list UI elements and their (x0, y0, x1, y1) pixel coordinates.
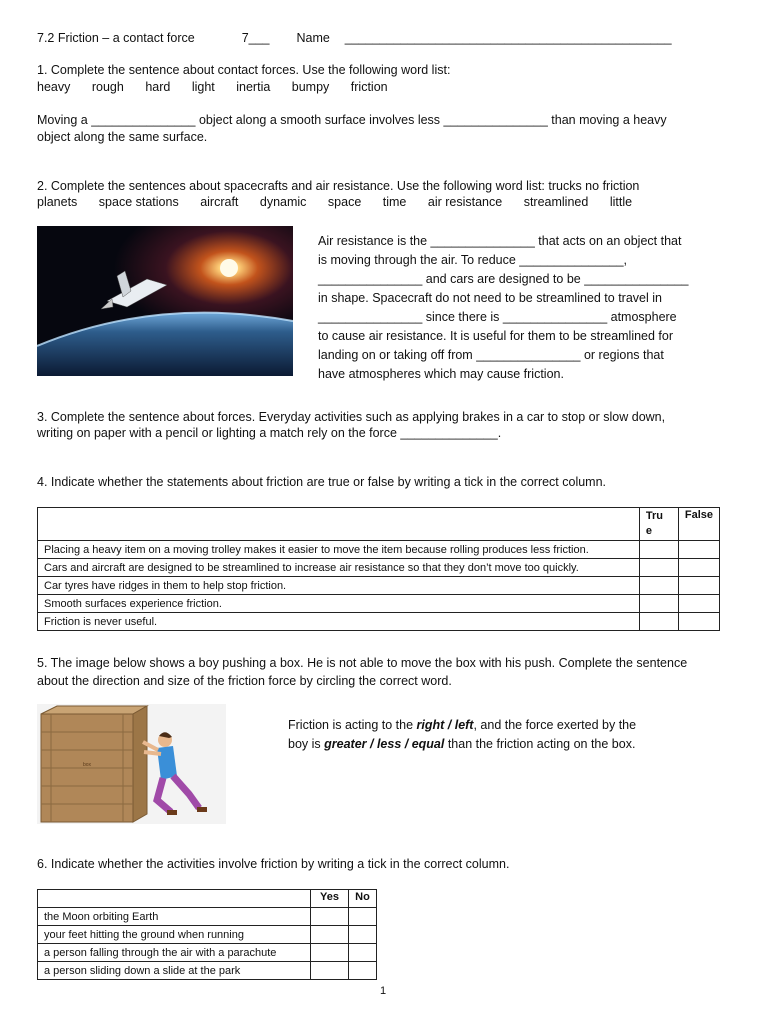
q5-text: , and the force exerted by the (473, 718, 637, 732)
word: dynamic (259, 195, 307, 209)
table-row (38, 577, 720, 595)
table-row (38, 595, 720, 613)
true-cell[interactable] (639, 595, 678, 613)
table-row (38, 962, 377, 980)
q1-word-list (37, 80, 406, 94)
false-cell[interactable] (678, 559, 719, 577)
false-cell[interactable] (678, 577, 719, 595)
word: little (609, 195, 633, 209)
statement-header (38, 508, 640, 541)
q5-sentence (288, 716, 636, 754)
table-row (38, 926, 377, 944)
name-field[interactable]: _______________________________________________ (344, 31, 672, 45)
q5-text: than the friction acting on the box. (444, 737, 636, 751)
word: streamlined (523, 195, 589, 209)
table-row (38, 559, 720, 577)
true-cell[interactable] (639, 613, 678, 631)
q2-line: Air resistance is the _______________ that acts on an object that (318, 234, 682, 248)
word: air resistance (427, 195, 503, 209)
yes-cell[interactable] (311, 962, 349, 980)
q3-line1: 3. Complete the sentence about forces. Everyday activities such as applying brakes in a car to stop or slow down, (37, 410, 666, 424)
word: heavy (37, 80, 71, 94)
page-header (37, 31, 672, 45)
q4-prompt: 4. Indicate whether the statements about friction are true or false by writing a tick in the correct column. (37, 475, 607, 489)
page-number: 1 (380, 985, 387, 997)
word: space stations (98, 195, 179, 209)
word: space (327, 195, 362, 209)
word: bumpy (291, 80, 330, 94)
q6-prompt: 6. Indicate whether the activities involve friction by writing a tick in the correct column. (37, 857, 510, 871)
no-cell[interactable] (349, 908, 377, 926)
false-cell[interactable] (678, 613, 719, 631)
yes-cell[interactable] (311, 908, 349, 926)
false-cell[interactable] (678, 541, 719, 559)
table-header-row (38, 508, 720, 541)
q1-sentence-line2: object along the same surface. (37, 130, 208, 144)
q2-paragraph[interactable] (318, 232, 718, 384)
q1-sentence-line1[interactable]: Moving a _______________ object along a smooth surface involves less _______________ than moving a heavy (37, 113, 667, 127)
word: light (191, 80, 215, 94)
q2-prompt: 2. Complete the sentences about spacecrafts and air resistance. Use the following word list: trucks no friction (37, 179, 640, 193)
q2-line: have atmospheres which may cause friction. (318, 367, 564, 381)
worksheet-title: 7.2 Friction – a contact force (37, 31, 195, 45)
q5-line1: 5. The image below shows a boy pushing a box. He is not able to move the box with his push. Complete the sentence (37, 656, 688, 670)
spacecraft-image (37, 226, 293, 376)
box-label: box (83, 762, 92, 768)
false-column-header: False (678, 508, 719, 541)
word: rough (91, 80, 124, 94)
activity-header (38, 890, 311, 908)
table-row (38, 944, 377, 962)
boy-pushing-box-image (37, 704, 226, 824)
no-cell[interactable] (349, 944, 377, 962)
statement-cell: Car tyres have ridges in them to help stop friction. (38, 577, 640, 595)
true-cell[interactable] (639, 577, 678, 595)
q2-line: _______________ and cars are designed to be _______________ (318, 272, 689, 286)
q5-text: Friction is acting to the (288, 718, 417, 732)
table-row (38, 908, 377, 926)
q5-line2: about the direction and size of the friction force by circling the correct word. (37, 674, 452, 688)
word: aircraft (200, 195, 239, 209)
activity-cell: a person falling through the air with a parachute (38, 944, 311, 962)
statement-cell: Friction is never useful. (38, 613, 640, 631)
true-cell[interactable] (639, 541, 678, 559)
direction-choice[interactable]: right / left (416, 718, 474, 732)
table-row (38, 541, 720, 559)
yes-no-table (37, 889, 377, 980)
statement-cell: Placing a heavy item on a moving trolley makes it easier to move the item because rolling produces less friction. (38, 541, 640, 559)
name-label: Name (296, 31, 330, 45)
class-field[interactable]: 7___ (241, 31, 270, 45)
table-header-row (38, 890, 377, 908)
q1-prompt: 1. Complete the sentence about contact forces. Use the following word list: (37, 63, 451, 77)
no-column-header: No (349, 890, 377, 908)
q3-line2[interactable]: writing on paper with a pencil or lighting a match rely on the force ______________. (37, 426, 502, 440)
word: time (382, 195, 407, 209)
size-choice[interactable]: greater / less / equal (324, 737, 445, 751)
q2-line: is moving through the air. To reduce _______________, (318, 253, 628, 267)
word: inertia (236, 80, 271, 94)
yes-cell[interactable] (311, 926, 349, 944)
q2-line: in shape. Spacecraft do not need to be streamlined to travel in (318, 291, 662, 305)
activity-cell: a person sliding down a slide at the park (38, 962, 311, 980)
false-cell[interactable] (678, 595, 719, 613)
true-column-header: Tru e (639, 508, 678, 541)
activity-cell: the Moon orbiting Earth (38, 908, 311, 926)
q2-line: _______________ since there is _______________ atmosphere (318, 310, 677, 324)
no-cell[interactable] (349, 926, 377, 944)
word: friction (350, 80, 388, 94)
yes-column-header: Yes (311, 890, 349, 908)
q5-sentence-line2 (288, 735, 636, 754)
q2-line: landing on or taking off from _______________ or regions that (318, 348, 664, 362)
q5-sentence-line1 (288, 716, 636, 735)
activity-cell: your feet hitting the ground when running (38, 926, 311, 944)
yes-cell[interactable] (311, 944, 349, 962)
no-cell[interactable] (349, 962, 377, 980)
q5-text: boy is (288, 737, 325, 751)
true-false-table (37, 507, 720, 631)
statement-cell: Smooth surfaces experience friction. (38, 595, 640, 613)
true-cell[interactable] (639, 559, 678, 577)
q2-word-list (37, 195, 650, 209)
table-row (38, 613, 720, 631)
word: hard (145, 80, 171, 94)
word: planets (37, 195, 78, 209)
statement-cell: Cars and aircraft are designed to be streamlined to increase air resistance so that they don’t move too quickly. (38, 559, 640, 577)
q2-line: to cause air resistance. It is useful for them to be streamlined for (318, 329, 674, 343)
